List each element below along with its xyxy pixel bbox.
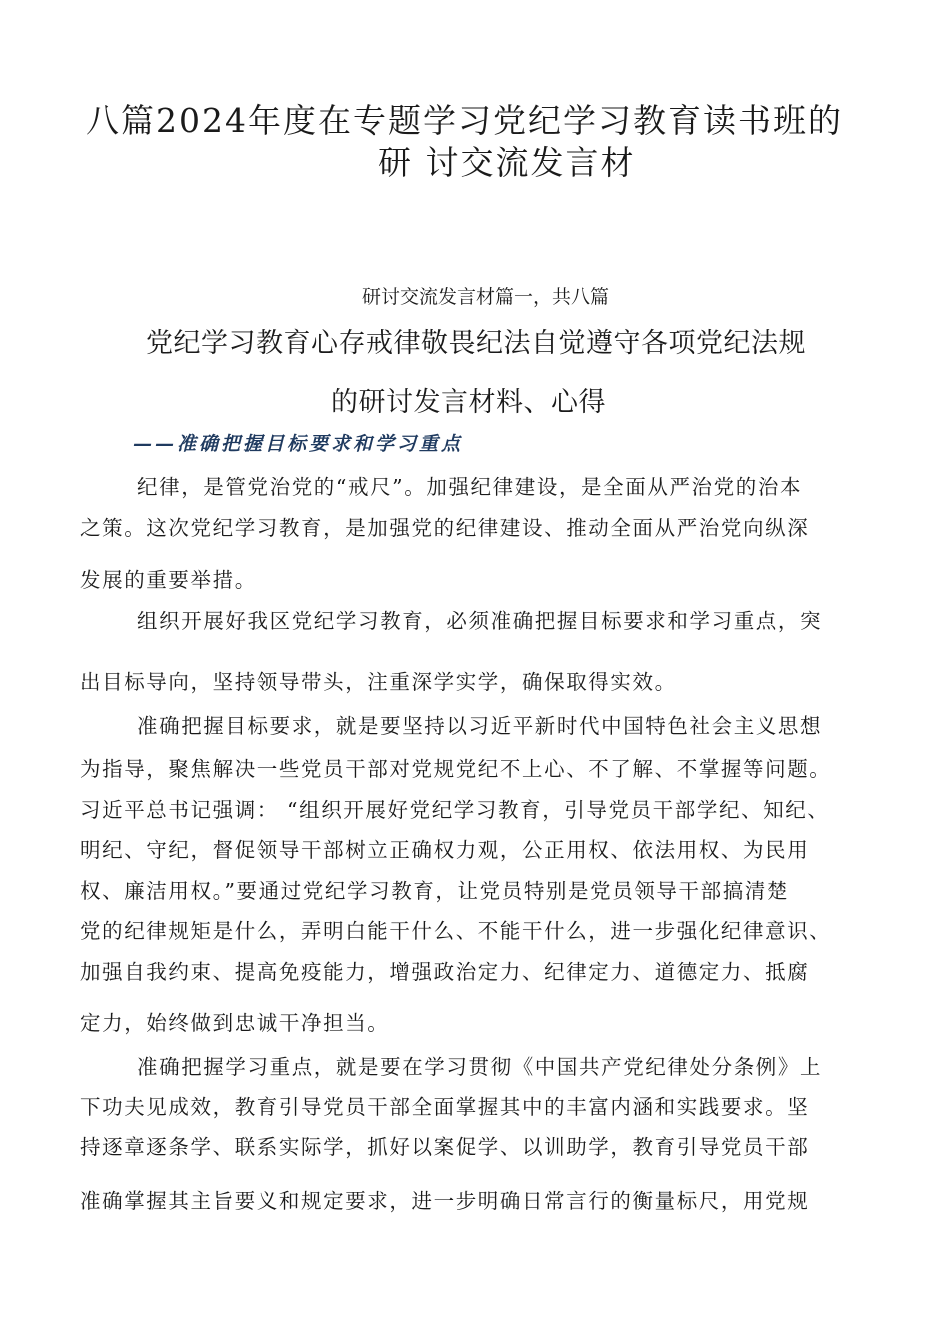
body-line: 准确掌握其主旨要义和规定要求，进一步明确日常言行的衡量标尺，用党规 <box>80 1189 810 1213</box>
body-line: 为指导，聚焦解决一些党员干部对党规党纪不上心、不了解、不掌握等问题。 <box>80 757 832 781</box>
section-label: 研讨交流发言材篇一，共八篇 <box>362 286 610 308</box>
document-title-line-1: 八篇2024年度在专题学习党纪学习教育读书班的 <box>86 101 843 140</box>
body-line: 党的纪律规矩是什么，弄明白能干什么、不能干什么，进一步强化纪律意识、 <box>80 919 832 943</box>
body-line: 加强自我约束、提高免疫能力，增强政治定力、纪律定力、道德定力、抵腐 <box>80 960 810 984</box>
article-title-line-1: 党纪学习教育心存戒律敬畏纪法自觉遵守各项党纪法规 <box>146 328 806 359</box>
body-line: 定力，始终做到忠诚干净担当。 <box>80 1011 390 1035</box>
document-title-line-2: 研 讨交流发言材 <box>378 143 636 182</box>
body-line: 持逐章逐条学、联系实际学，抓好以案促学、以训助学，教育引导党员干部 <box>80 1135 810 1159</box>
body-line: 明纪、守纪，督促领导干部树立正确权力观，公正用权、依法用权、为民用 <box>80 838 810 862</box>
article-title-line-2: 的研讨发言材料、心得 <box>331 387 606 418</box>
body-line: 准确把握学习重点，就是要在学习贯彻《中国共产党纪律处分条例》上 <box>137 1055 823 1079</box>
article-subtitle: ——准确把握目标要求和学习重点 <box>133 433 464 455</box>
body-line: 之策。这次党纪学习教育，是加强党的纪律建设、推动全面从严治党向纵深 <box>80 516 810 540</box>
body-line: 习近平总书记强调： “组织开展好党纪学习教育，引导党员干部学纪、知纪、 <box>80 798 830 822</box>
body-line: 纪律，是管党治党的“戒尺”。加强纪律建设，是全面从严治党的治本 <box>137 475 803 499</box>
body-line: 准确把握目标要求，就是要坚持以习近平新时代中国特色社会主义思想 <box>137 714 823 738</box>
body-line: 发展的重要举措。 <box>80 568 257 592</box>
body-line: 权、廉洁用权。”要通过党纪学习教育，让党员特别是党员领导干部搞清楚 <box>80 879 790 903</box>
body-line: 下功夫见成效，教育引导党员干部全面掌握其中的丰富内涵和实践要求。坚 <box>80 1095 810 1119</box>
body-line: 出目标导向，坚持领导带头，注重深学实学，确保取得实效。 <box>80 670 677 694</box>
body-line: 组织开展好我区党纪学习教育，必须准确把握目标要求和学习重点，突 <box>137 609 823 633</box>
